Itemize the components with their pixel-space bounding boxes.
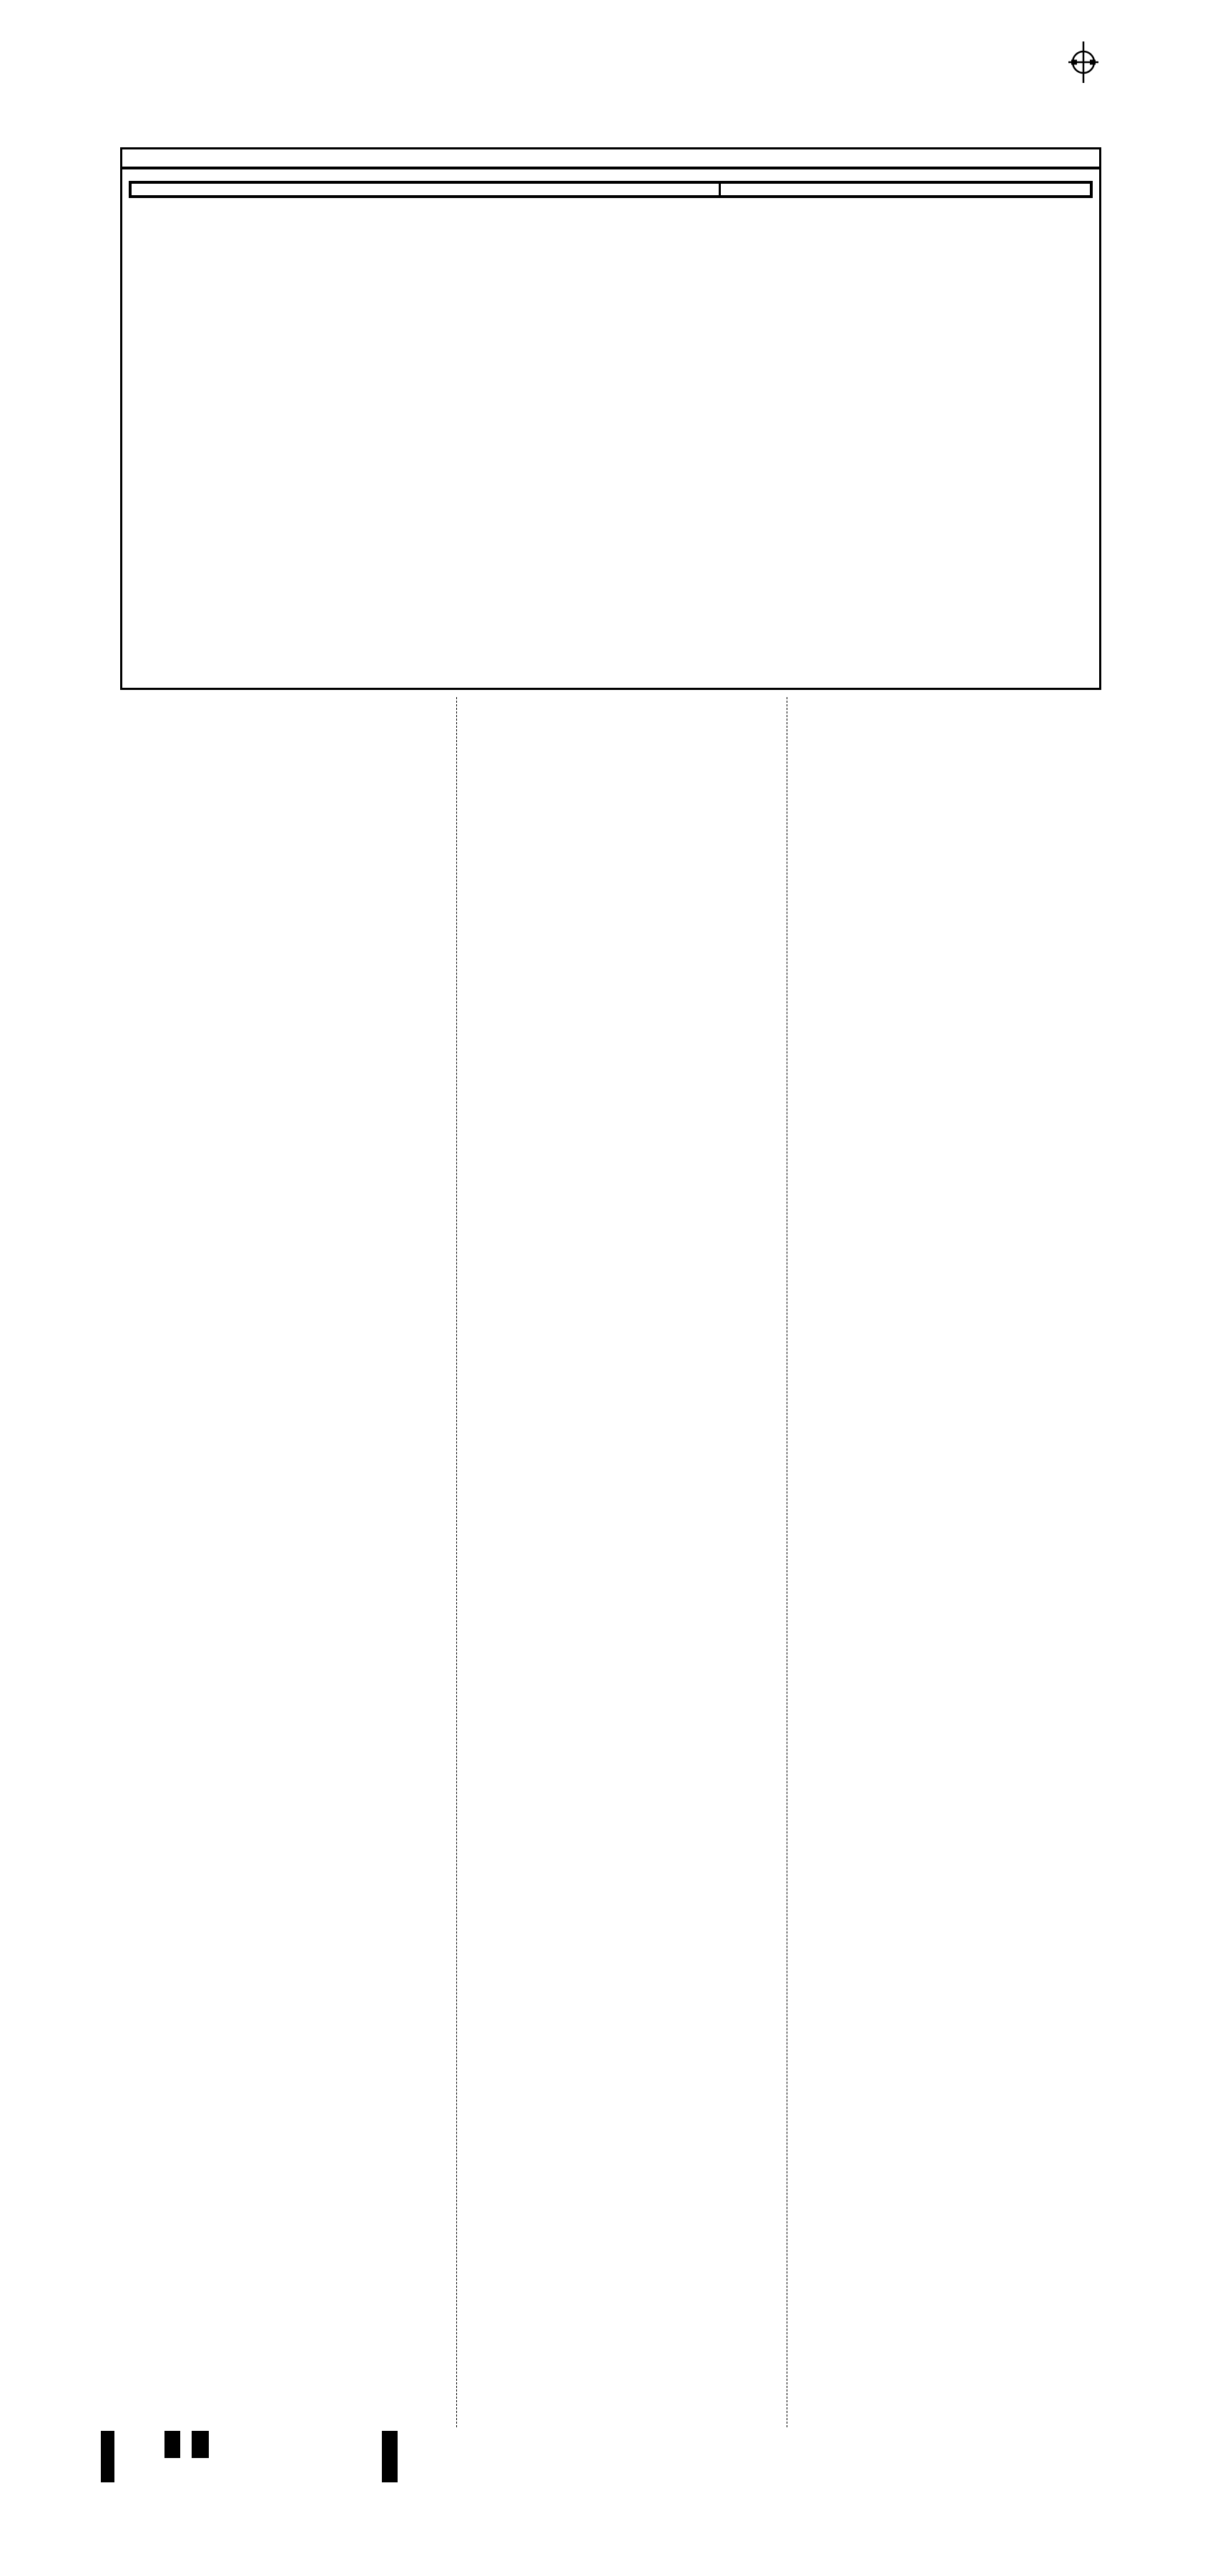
county-section bbox=[122, 149, 1099, 169]
registration-crosshair-icon bbox=[1063, 41, 1104, 87]
code-bar bbox=[382, 2431, 398, 2482]
code-bar bbox=[101, 2431, 114, 2482]
ballot-column-right bbox=[787, 697, 1101, 2427]
code-bar bbox=[164, 2431, 180, 2458]
instructions-box bbox=[129, 181, 1093, 198]
ballot-header bbox=[120, 147, 1101, 690]
warning-instructions bbox=[721, 184, 1090, 195]
code-bar bbox=[192, 2431, 209, 2458]
ballot-column-left bbox=[120, 697, 456, 2427]
ballot-column-middle bbox=[456, 697, 787, 2427]
to-vote-instructions bbox=[132, 184, 721, 195]
ballot-columns bbox=[120, 697, 1101, 2427]
